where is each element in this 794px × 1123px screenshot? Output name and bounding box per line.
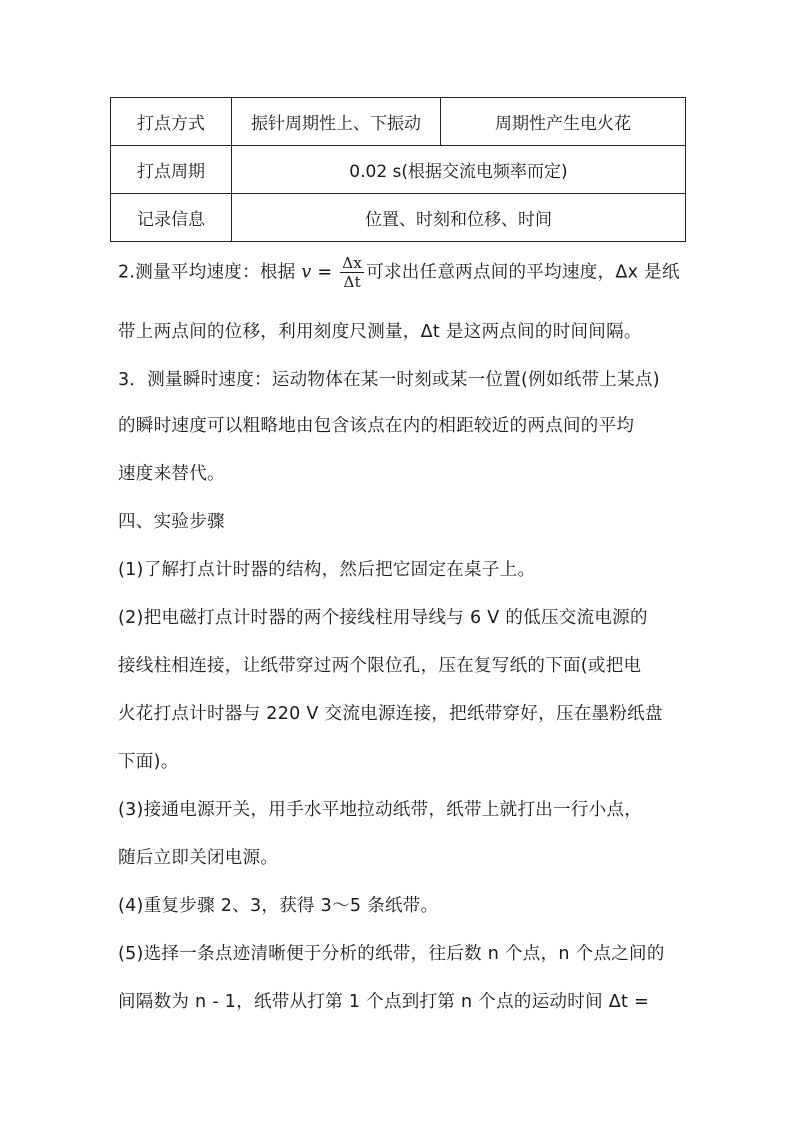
fraction-numerator: Δx [342,254,363,272]
row-label: 记录信息 [111,194,232,242]
step-3-line: 随后立即关闭电源。 [118,848,279,868]
step-1: (1)了解打点计时器的结构，然后把它固定在桌子上。 [118,560,536,580]
velocity-symbol: v [301,262,312,283]
row-label: 打点周期 [111,146,232,194]
fraction-formula [340,254,364,291]
paragraph-line: 3．测量瞬时速度：运动物体在某一时刻或某一位置(例如纸带上某点) [118,370,660,390]
step-4: (4)重复步骤 2、3，获得 3～5 条纸带。 [118,896,439,916]
paragraph-line: 带上两点间的位移，利用刻度尺测量，Δt 是这两点间的时间间隔。 [118,322,642,342]
step-2-line: (2)把电磁打点计时器的两个接线柱用导线与 6 V 的低压交流电源的 [118,608,648,628]
table-row [111,194,686,242]
text-span: 2.测量平均速度：根据 [118,262,302,283]
paragraph-line: 速度来替代。 [118,464,225,484]
table-cell: 位置、时刻和位移、时间 [232,194,686,242]
step-2-line: 下面)。 [118,752,179,772]
paragraph-line: 的瞬时速度可以粗略地由包含该点在内的相距较近的两点间的平均 [118,416,635,436]
table-cell: 周期性产生电火花 [441,98,686,146]
fraction-denominator: Δt [343,273,361,291]
table-cell: 0.02 s(根据交流电频率而定) [232,146,686,194]
step-2-line: 接线柱相连接，让纸带穿过两个限位孔，压在复写纸的下面(或把电 [118,656,642,676]
paragraph-average-velocity [118,254,678,291]
timer-comparison-table [110,97,686,242]
table-row [111,98,686,146]
text-span: = [311,262,339,283]
table-cell: 振针周期性上、下振动 [232,98,441,146]
step-2-line: 火花打点计时器与 220 V 交流电源连接，把纸带穿好，压在墨粉纸盘 [118,704,663,724]
text-span: 可求出任意两点间的平均速度，Δx 是纸 [366,262,680,283]
table-row [111,146,686,194]
step-3-line: (3)接通电源开关，用手水平地拉动纸带，纸带上就打出一行小点， [118,800,643,820]
row-label: 打点方式 [111,98,232,146]
section-heading: 四、实验步骤 [118,512,225,532]
step-5-line: (5)选择一条点迹清晰便于分析的纸带，往后数 n 个点，n 个点之间的 [118,944,665,964]
step-5-line: 间隔数为 n - 1，纸带从打第 1 个点到打第 n 个点的运动时间 Δt = [118,992,650,1012]
